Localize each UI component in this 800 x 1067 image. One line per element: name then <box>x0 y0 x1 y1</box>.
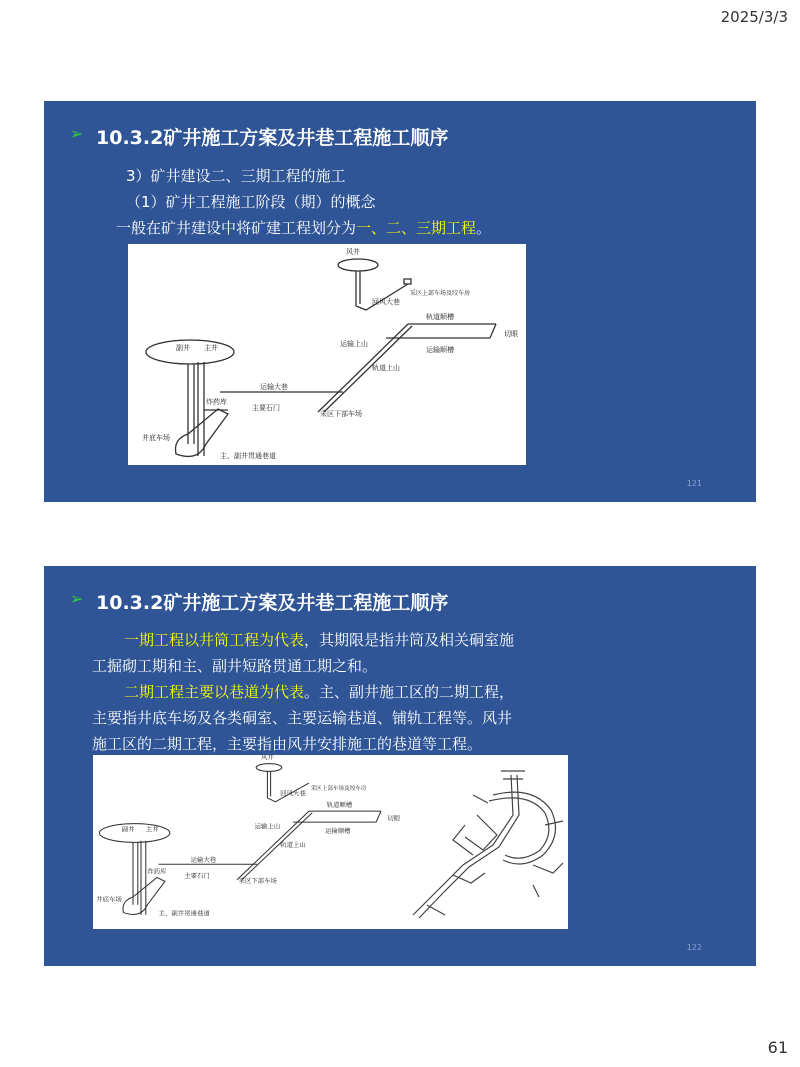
text-line-3-prefix: 一般在矿井建设中将矿建工程划分为 <box>116 219 357 237</box>
label-lower-yard: 采区下部车场 <box>238 877 277 885</box>
label-bottom-yard: 井底车场 <box>96 896 122 904</box>
text-line-2: （1）矿井工程施工阶段（期）的概念 <box>126 193 376 211</box>
label-connect-road: 主、副井贯通巷道 <box>220 452 276 460</box>
label-explosive: 炸药库 <box>206 398 227 406</box>
page-number: 61 <box>767 1038 788 1057</box>
label-cut-hole: 切眼 <box>387 815 401 823</box>
para1-highlight: 一期工程以井筒工程为代表 <box>124 631 305 649</box>
label-aux-shaft: 副井 <box>121 826 135 834</box>
label-haul-main: 运输大巷 <box>190 856 217 864</box>
slide-122 <box>44 566 756 966</box>
para1-line1 <box>124 629 514 650</box>
slide-121 <box>44 101 756 502</box>
text-line-3 <box>116 217 491 238</box>
para2-line2: 主要指井底车场及各类硐室、主要运输巷道、铺轨工程等。风井 <box>92 709 513 727</box>
label-track-up: 轨道上山 <box>372 364 400 372</box>
label-main-shaft: 主井 <box>204 344 218 352</box>
text-line-1: 3）矿井建设二、三期工程的施工 <box>126 167 346 185</box>
label-haul-main: 运输大巷 <box>260 383 288 391</box>
slide-title <box>70 588 449 615</box>
label-track-trough: 轨道顺槽 <box>326 802 353 810</box>
arrow-bullet-icon: ➢ <box>70 124 84 143</box>
label-haul-trough: 运输顺槽 <box>426 346 454 354</box>
label-haul-up: 运输上山 <box>340 340 368 348</box>
para1-line2: 工掘砌工期和主、副井短路贯通工期之和。 <box>92 657 378 675</box>
slide-number: 122 <box>686 943 702 952</box>
para2-highlight: 二期工程主要以巷道为代表 <box>124 683 305 701</box>
text-line-3-highlight: 一、二、三期工程 <box>356 219 477 237</box>
tunnel-network-sketch <box>413 771 563 918</box>
label-main-shaft: 主井 <box>145 826 159 834</box>
para2-line1 <box>124 681 514 702</box>
label-return-air: 回风大巷 <box>280 790 306 798</box>
slide-title-text: 10.3.2矿井施工方案及井巷工程施工顺序 <box>96 592 449 614</box>
label-crosscut: 主要石门 <box>252 404 280 412</box>
text-line-3-suffix: 。 <box>476 219 492 237</box>
mine-layout-figures <box>93 755 568 929</box>
label-air-shaft: 风井 <box>346 248 360 256</box>
label-return-air: 回风大巷 <box>372 298 400 306</box>
mine-layout-diagram <box>128 244 526 465</box>
label-haul-up: 运输上山 <box>254 823 281 831</box>
arrow-bullet-icon: ➢ <box>70 589 84 608</box>
slide-title <box>70 123 449 150</box>
label-upper-yard: 采区上部车场及绞车房 <box>410 290 471 297</box>
para2-rest: 。主、副井施工区的二期工程， <box>304 683 515 701</box>
mine-layout-svg-2 <box>93 755 568 929</box>
label-air-shaft: 风井 <box>261 755 274 762</box>
label-explosive: 炸药库 <box>147 868 167 876</box>
label-crosscut: 主要石门 <box>184 873 210 881</box>
label-lower-yard: 采区下部车场 <box>320 410 362 418</box>
date-header: 2025/3/3 <box>720 8 788 26</box>
label-haul-trough: 运输顺槽 <box>325 828 351 835</box>
label-bottom-yard: 井底车场 <box>142 434 170 442</box>
label-cut-hole: 切眼 <box>504 330 518 338</box>
label-track-up: 轨道上山 <box>280 842 306 850</box>
slide-title-text: 10.3.2矿井施工方案及井巷工程施工顺序 <box>96 127 449 149</box>
mine-layout-svg <box>128 244 526 465</box>
label-connect-road: 主、副井贯通巷道 <box>158 910 210 918</box>
para1-rest: ，其期限是指井筒及相关硐室施 <box>304 631 515 649</box>
label-upper-yard: 采区上部车场及绞车房 <box>310 786 367 793</box>
label-aux-shaft: 副井 <box>176 344 190 352</box>
label-track-trough: 轨道顺槽 <box>426 313 454 321</box>
slide-number: 121 <box>686 479 702 488</box>
para2-line3: 施工区的二期工程，主要指由风井安排施工的巷道等工程。 <box>92 735 483 753</box>
